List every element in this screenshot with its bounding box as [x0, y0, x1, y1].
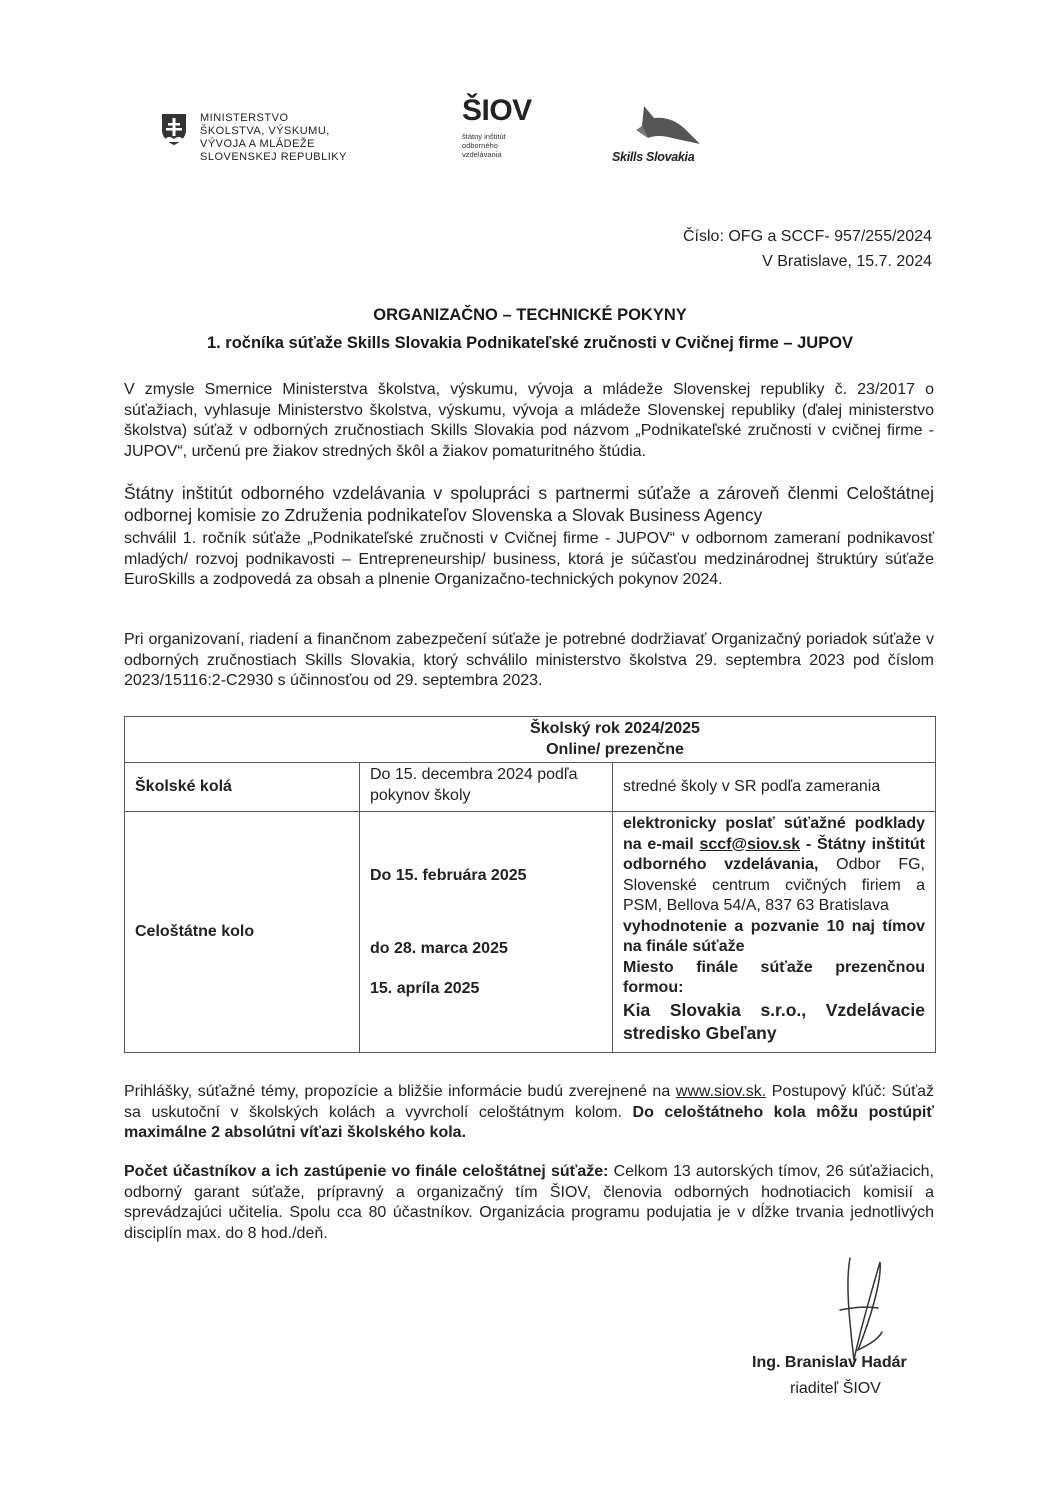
national-round-dates [360, 812, 613, 1053]
intro-text-1: V zmysle Smernice Ministerstva školstva, výskumu, vývoja a mládeže Slovenskej republiky č. 23/2017 o súťažiach, vyhlasuje Ministerstvo školstva, výskumu, vývoja a mládeže Slovenskej republiky (ďalej ministerstvo školstva) súťaž v odborných zručnostiach Skills Slovakia pod názvom „Podnikateľské zručnosti v cvičnej firme - JUPOV“, určenú pre žiakov stredných škôl a žiakov pomaturitného štúdia. [124, 381, 934, 460]
table-header-row [125, 717, 936, 763]
reference-block [683, 224, 932, 274]
skills-slovakia-emblem-icon [612, 104, 702, 148]
desc2: vyhodnotenie a pozvanie 10 naj tímov na finále súťaže [623, 917, 925, 955]
desc1-plain: Odbor FG, Slovenské centrum cvičných firiem a PSM, Bellova 54/A, 837 63 Bratislava [623, 856, 925, 914]
intro-paragraph-3 [124, 630, 934, 692]
national-date-2: do 28. marca 2025 [370, 939, 508, 957]
national-date-1: Do 15. februára 2025 [370, 867, 527, 884]
after-paragraph-2 [124, 1162, 934, 1244]
school-round-desc: stredné školy v SR podľa zamerania [613, 763, 936, 812]
siov-logo-subtext: štátny inštitút [462, 132, 506, 141]
after-p2-bold: Počet účastníkov a ich zastúpenie vo finále celoštátnej súťaže: [124, 1163, 609, 1180]
ministry-line: MINISTERSTVO [200, 112, 289, 124]
desc3: Miesto finále súťaže prezenčnou formou: [623, 958, 925, 996]
reference-number: Číslo: OFG a SCCF- 957/255/2024 [683, 228, 932, 245]
ministry-line: VÝVOJA A MLÁDEŽE [200, 138, 315, 150]
table-row [125, 812, 936, 1053]
signatory-role: riaditeľ ŠIOV [790, 1380, 881, 1397]
ministry-line: SLOVENSKEJ REPUBLIKY [200, 151, 347, 163]
title-line-1: ORGANIZAČNO – TECHNICKÉ POKYNY [373, 306, 687, 324]
desc1-rest-bold: - Štátny inštitút odborného vzdelávania, [623, 835, 925, 873]
ministry-line: ŠKOLSTVA, VÝSKUMU, [200, 125, 330, 137]
after-p1-start: Prihlášky, súťažné témy, propozície a bližšie informácie budú zverejnené na [124, 1083, 676, 1100]
intro-text-2a: Štátny inštitút odborného vzdelávania v spolupráci s partnermi súťaže a zároveň členmi Celoštátnej odbornej komisie zo Združenia podnikateľov Slovenska a Slovak Business Agency [124, 483, 934, 525]
desc4: Kia Slovakia s.r.o., Vzdelávacie stredisko Gbeľany [623, 999, 925, 1043]
ministry-logo [160, 112, 347, 164]
signatory-name: Ing. Branislav Hadár [752, 1354, 907, 1371]
intro-paragraph-1 [124, 380, 934, 462]
document-title [0, 303, 1060, 355]
after-p1-mid: Postupový kľúč: Súťaž sa uskutoční v školských kolách a vyvrcholí celoštátnym kolom. [124, 1083, 934, 1121]
after-p1-bold: Do celoštátneho kola môžu postúpiť maximálne 2 absolútni víťazi školského kola. [124, 1103, 934, 1141]
desc1-bold: elektronicky poslať súťažné podklady na e-mail [623, 815, 925, 853]
skills-slovakia-logo [612, 104, 702, 164]
table-row [125, 763, 936, 812]
schedule-table [124, 716, 936, 1053]
table-header-cell [125, 717, 936, 763]
school-year: Školský rok 2024/2025 [530, 720, 700, 737]
national-round-label: Celoštátne kolo [125, 812, 360, 1053]
siov-logo [462, 96, 532, 159]
reference-place-date: V Bratislave, 15.7. 2024 [762, 253, 932, 270]
email-link[interactable]: sccf@siov.sk [699, 835, 801, 853]
intro-text-3: Pri organizovaní, riadení a finančnom zabezpečení súťaže je potrebné dodržiavať Organizačný poriadok súťaže v odborných zručnostiach Skills Slovakia, ktorý schválilo ministerstvo školstva 29. septembra 2023 pod číslom 2023/15116:2-C2930 s účinnosťou od 29. septembra 2023. [124, 631, 934, 689]
national-date-3: 15. apríla 2025 [370, 980, 480, 997]
title-line-2: 1. ročníka súťaže Skills Slovakia Podnikateľské zručnosti v Cvičnej firme – JUPOV [206, 334, 854, 352]
siov-website-link[interactable]: www.siov.sk. [675, 1083, 767, 1100]
intro-paragraph-2b [124, 529, 934, 591]
slovak-coat-of-arms-icon [160, 112, 188, 146]
intro-text-2b: schválil 1. ročník súťaže „Podnikateľské zručnosti v Cvičnej firme - JUPOV“ v odbornom zameraní podnikavosť mladých/ rozvoj podnikavosti – Entrepreneurship/ business, ktorá je súčasťou medzinárodnej štruktúry súťaže EuroSkills a zodpovedá za obsah a plnenie Organizačno-technických pokynov 2024. [124, 530, 934, 588]
siov-logo-text: ŠIOV [462, 94, 532, 127]
after-paragraph-1 [124, 1082, 934, 1144]
intro-paragraph-2a [124, 482, 934, 526]
skills-slovakia-logo-text: Skills Slovakia [612, 150, 695, 164]
school-round-date: Do 15. decembra 2024 podľa pokynov školy [360, 763, 613, 812]
school-round-label: Školské kolá [125, 763, 360, 812]
after-p2-rest: Celkom 13 autorských tímov, 26 súťažiacich, odborný garant súťaže, prípravný a organizačný tím ŠIOV, členovia odborných hodnotiacich komisií a sprevádzajúci učitelia. Spolu cca 80 účastníkov. Organizácia programu podujatia je v dĺžke trvania jednotlivých disciplín max. do 8 hod./deň. [124, 1163, 935, 1242]
siov-logo-subtext: odborného [462, 141, 498, 150]
siov-logo-subtext: vzdelávania [462, 150, 502, 159]
national-round-desc [613, 812, 936, 1053]
format: Online/ prezenčne [546, 740, 684, 758]
